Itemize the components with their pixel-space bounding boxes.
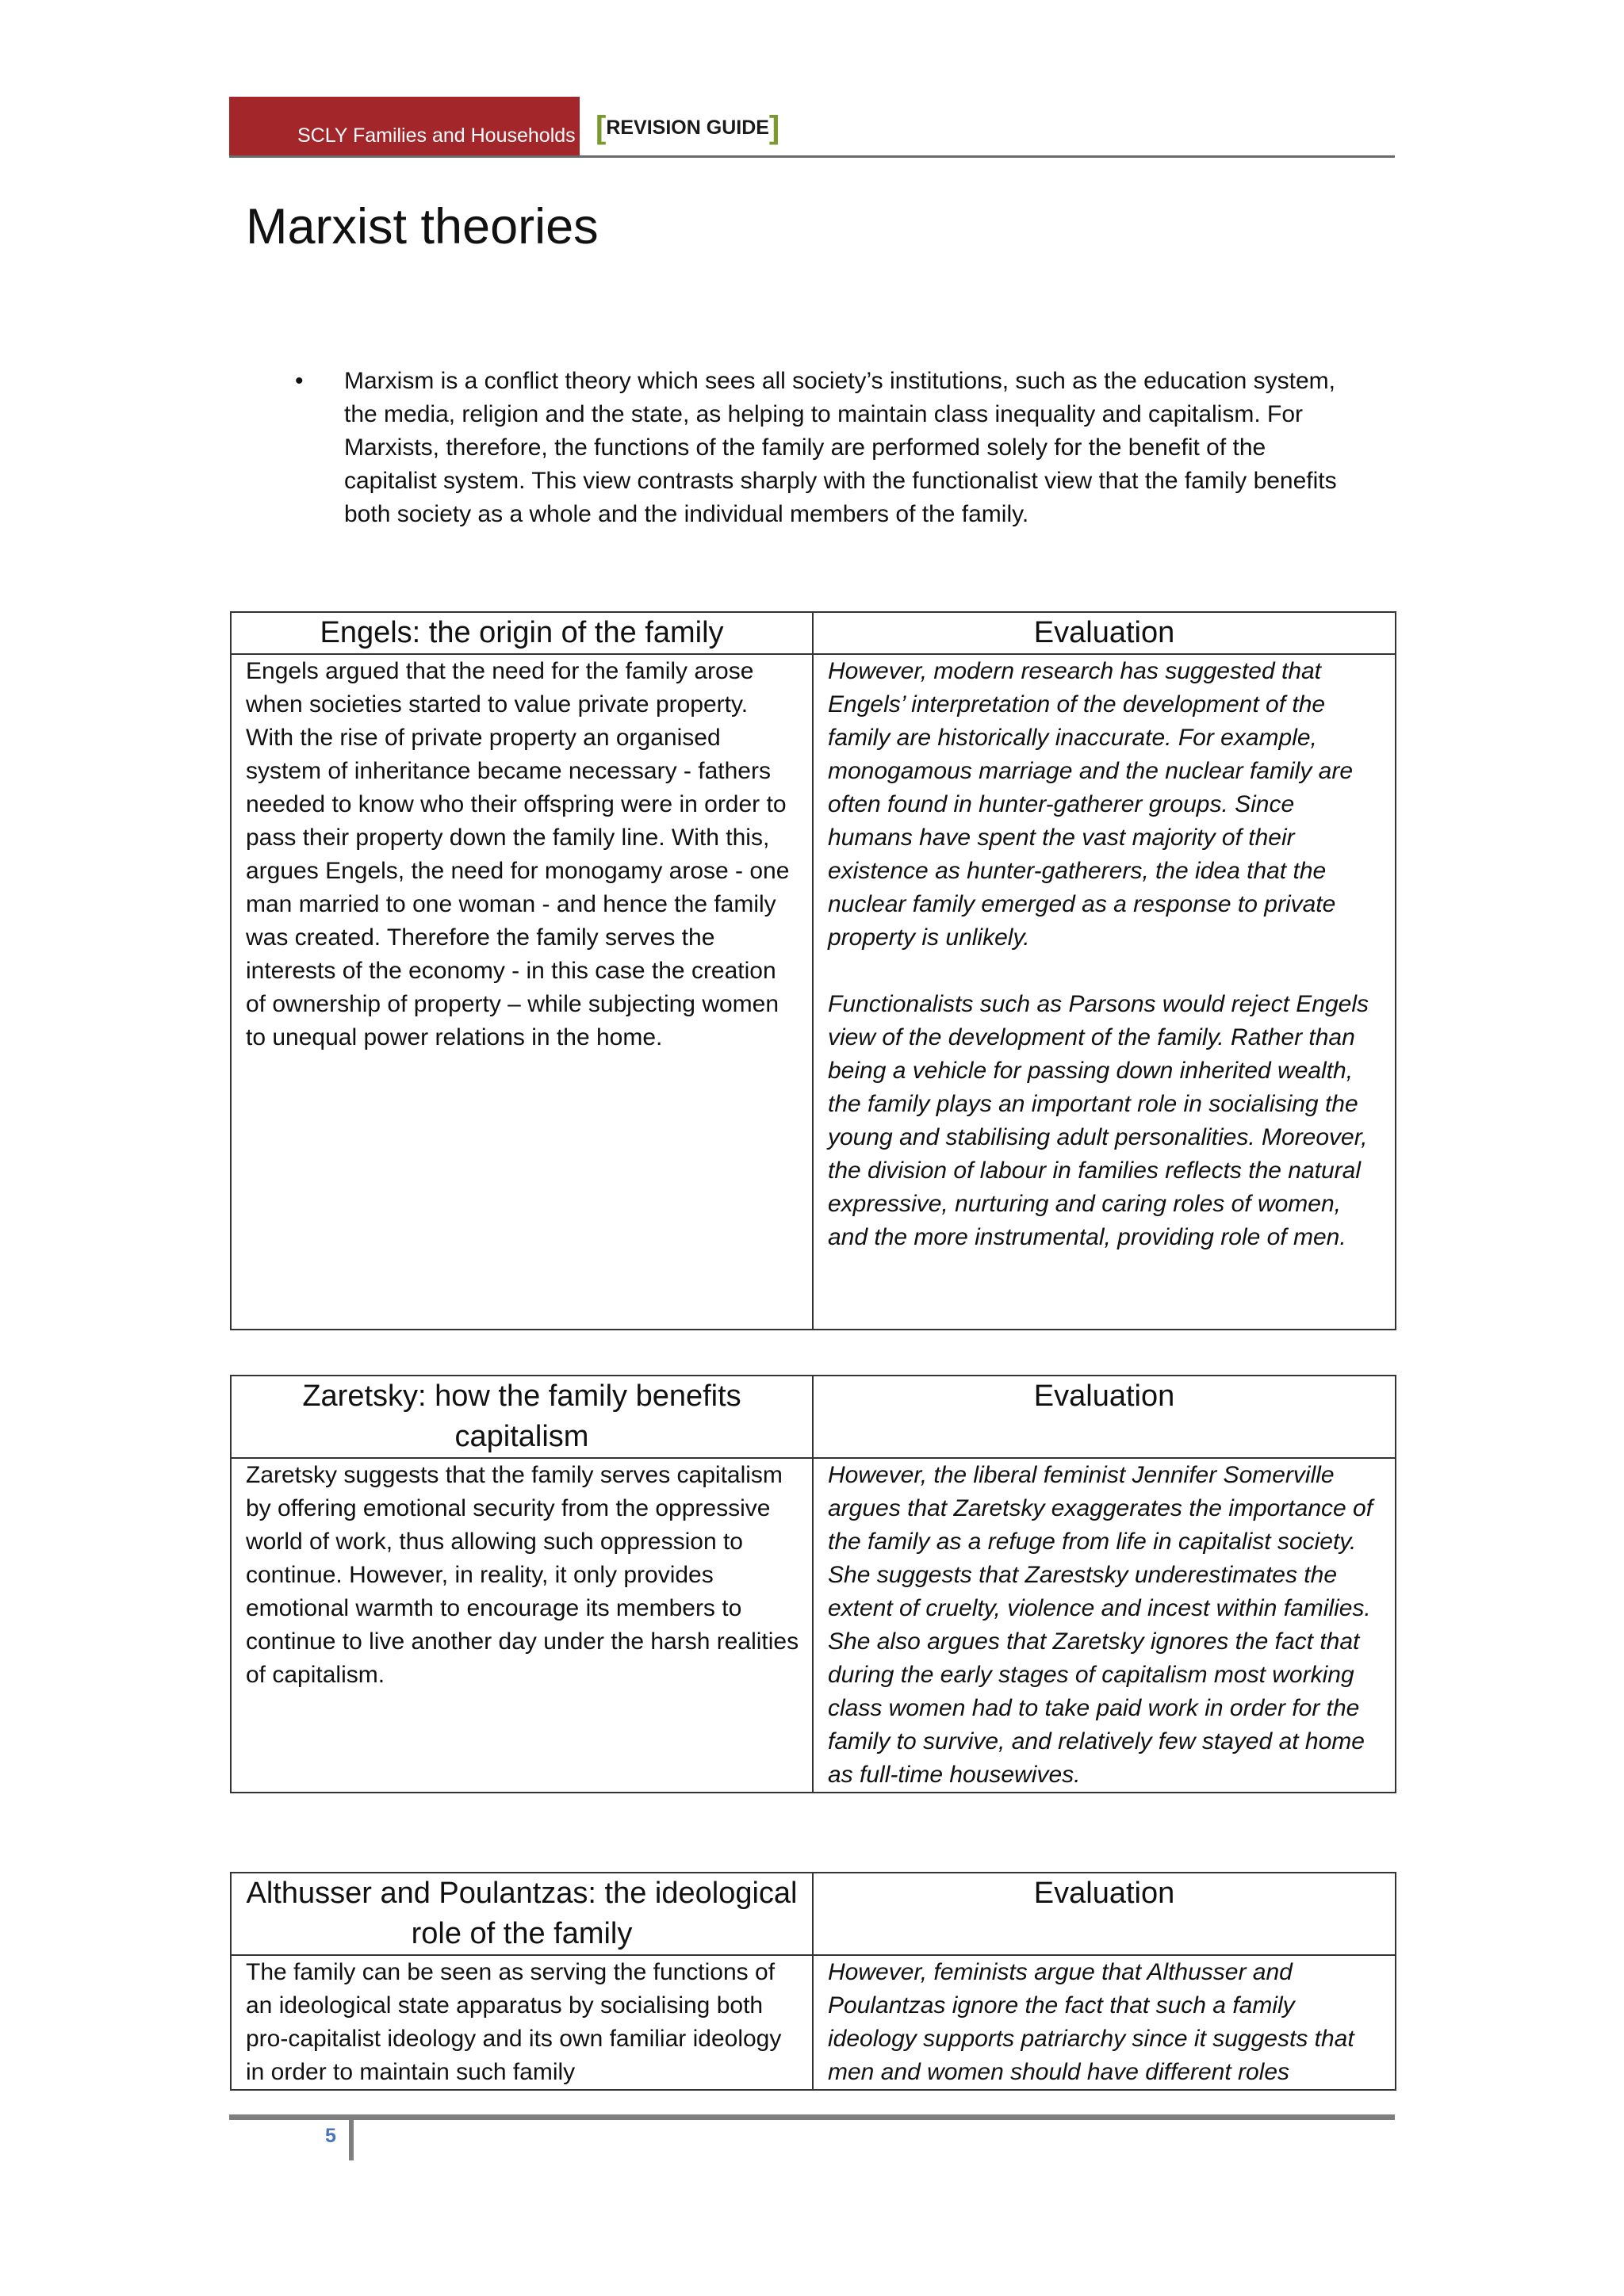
footer-divider: [229, 2114, 1395, 2120]
header-course-tab: [229, 97, 580, 157]
zaretsky-content-row: [231, 1458, 1396, 1793]
engels-content-row: [231, 654, 1396, 1330]
intro-text: Marxism is a conflict theory which sees all society’s institutions, such as the education system, the media, religion and the state, as helping to maintain class inequality and capitalism. For Marxists, therefore, the functions of the family are performed solely for the benefit of the capitalist system. This view contrasts sharply with the functionalist view that the family benefits both society as a whole and the individual members of the family.: [344, 368, 1337, 527]
althusser-evaluation-paragraph: However, feminists argue that Althusser and Poulantzas ignore the fact that such a family ideology supports patriarchy since it suggests that men and women should have different roles: [828, 1959, 1354, 2085]
zaretsky-heading: Zaretsky: how the family benefits capitalism: [231, 1376, 813, 1458]
header-guide-open-bracket: [: [596, 110, 607, 145]
engels-evaluation-heading: Evaluation: [813, 612, 1396, 654]
engels-evaluation: [813, 654, 1396, 1330]
althusser-evaluation-heading: Evaluation: [813, 1873, 1396, 1955]
engels-table: [230, 611, 1396, 1330]
intro-list-item: [293, 365, 1356, 531]
zaretsky-header-row: [231, 1376, 1396, 1458]
althusser-body: The family can be seen as serving the functions of an ideological state apparatus by socialising both pro-capitalist ideology and its own familiar ideology in order to maintain such family: [231, 1955, 813, 2090]
althusser-evaluation: [813, 1955, 1396, 2090]
header-divider: [229, 155, 1395, 158]
zaretsky-body: Zaretsky suggests that the family serves capitalism by offering emotional security from the oppressive world of work, thus allowing such oppression to continue. However, in reality, it only provides emotional warmth to encourage its members to continue to live another day under the harsh realities of capitalism.: [231, 1458, 813, 1793]
zaretsky-evaluation: [813, 1458, 1396, 1793]
header-guide-close-bracket: ]: [768, 110, 780, 145]
page-header: [229, 97, 1395, 157]
zaretsky-evaluation-paragraph: However, the liberal feminist Jennifer Somerville argues that Zaretsky exaggerates the importance of the family as a refuge from life in capitalist society. She suggests that Zarestsky underestimates the extent of cruelty, violence and incest within families. She also argues that Zaretsky ignores the fact that during the early stages of capitalism most working class women had to take paid work in order for the family to survive, and relatively few stayed at home as full-time housewives.: [828, 1462, 1373, 1788]
bullet-icon: •: [295, 368, 304, 394]
page-title: Marxist theories: [246, 199, 599, 254]
engels-evaluation-paragraph: However, modern research has suggested that Engels’ interpretation of the development of the family are historically inaccurate. For example, monogamous marriage and the nuclear family are often found in hunter-gatherer groups. Since humans have spent the vast majority of their existence as hunter-gatherers, the idea that the nuclear family emerged as a response to private property is unlikely.: [828, 658, 1354, 951]
header-course-label: SCLY Families and Households: [297, 124, 576, 147]
althusser-table: [230, 1872, 1396, 2091]
header-guide: [596, 108, 779, 147]
footer-tick-mark: [349, 2119, 354, 2160]
engels-evaluation-paragraph: Functionalists such as Parsons would reject Engels view of the development of the family. Rather than being a vehicle for passing down inherited wealth, the family plays an important role in socialising the young and stabilising adult personalities. Moreover, the division of labour in families reflects the natural expressive, nurturing and caring roles of women, and the more instrumental, providing role of men.: [828, 991, 1369, 1250]
engels-header-row: [231, 612, 1396, 654]
header-guide-label: REVISION GUIDE: [606, 116, 769, 139]
zaretsky-table: [230, 1375, 1396, 1793]
zaretsky-evaluation-heading: Evaluation: [813, 1376, 1396, 1458]
engels-body: Engels argued that the need for the family arose when societies started to value private property. With the rise of private property an organised system of inheritance became necessary - fathers needed to know who their offspring were in order to pass their property down the family line. With this, argues Engels, the need for monogamy arose - one man married to one woman - and hence the family was created. Therefore the family serves the interests of the economy - in this case the creation of ownership of property – while subjecting women to unequal power relations in the home.: [231, 654, 813, 1330]
engels-heading: Engels: the origin of the family: [231, 612, 813, 654]
althusser-header-row: [231, 1873, 1396, 1955]
page-number: 5: [325, 2125, 336, 2147]
althusser-heading: Althusser and Poulantzas: the ideological role of the family: [231, 1873, 813, 1955]
althusser-content-row: [231, 1955, 1396, 2090]
intro-list: [293, 365, 1356, 531]
